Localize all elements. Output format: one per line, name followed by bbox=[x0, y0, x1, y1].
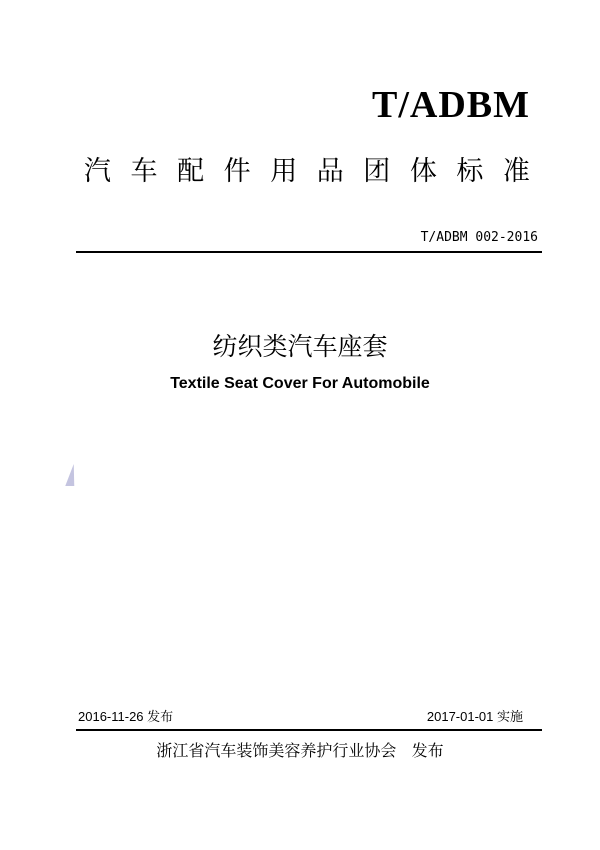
bottom-divider bbox=[76, 729, 542, 731]
category-char: 品 bbox=[316, 156, 344, 187]
implementation-date: 2017-01-01 实施 bbox=[426, 709, 523, 724]
category-char: 汽 bbox=[84, 156, 111, 187]
category-char: 用 bbox=[270, 156, 298, 187]
category-char: 配 bbox=[177, 156, 205, 187]
issuer-name: 浙江省汽车装饰美容养护行业协会 bbox=[156, 741, 397, 760]
standard-category bbox=[84, 158, 530, 185]
issued-label: 发布 bbox=[411, 741, 444, 760]
category-char: 标 bbox=[456, 156, 484, 187]
scan-mark bbox=[65, 464, 79, 486]
top-divider bbox=[76, 251, 542, 253]
standard-number: T/ADBM 002-2016 bbox=[420, 230, 538, 245]
document-title-chinese: 纺织类汽车座套 bbox=[212, 332, 388, 361]
issue-date: 2016-11-26 发布 bbox=[78, 709, 174, 724]
category-char: 团 bbox=[363, 156, 391, 187]
category-char: 准 bbox=[502, 156, 530, 187]
category-char: 体 bbox=[409, 156, 437, 187]
category-char: 件 bbox=[223, 156, 251, 187]
issuing-organization bbox=[0, 743, 600, 759]
category-char: 车 bbox=[130, 156, 158, 187]
standard-code-title: T/ADBM bbox=[372, 84, 530, 126]
document-title-english: Textile Seat Cover For Automobile bbox=[170, 375, 430, 392]
